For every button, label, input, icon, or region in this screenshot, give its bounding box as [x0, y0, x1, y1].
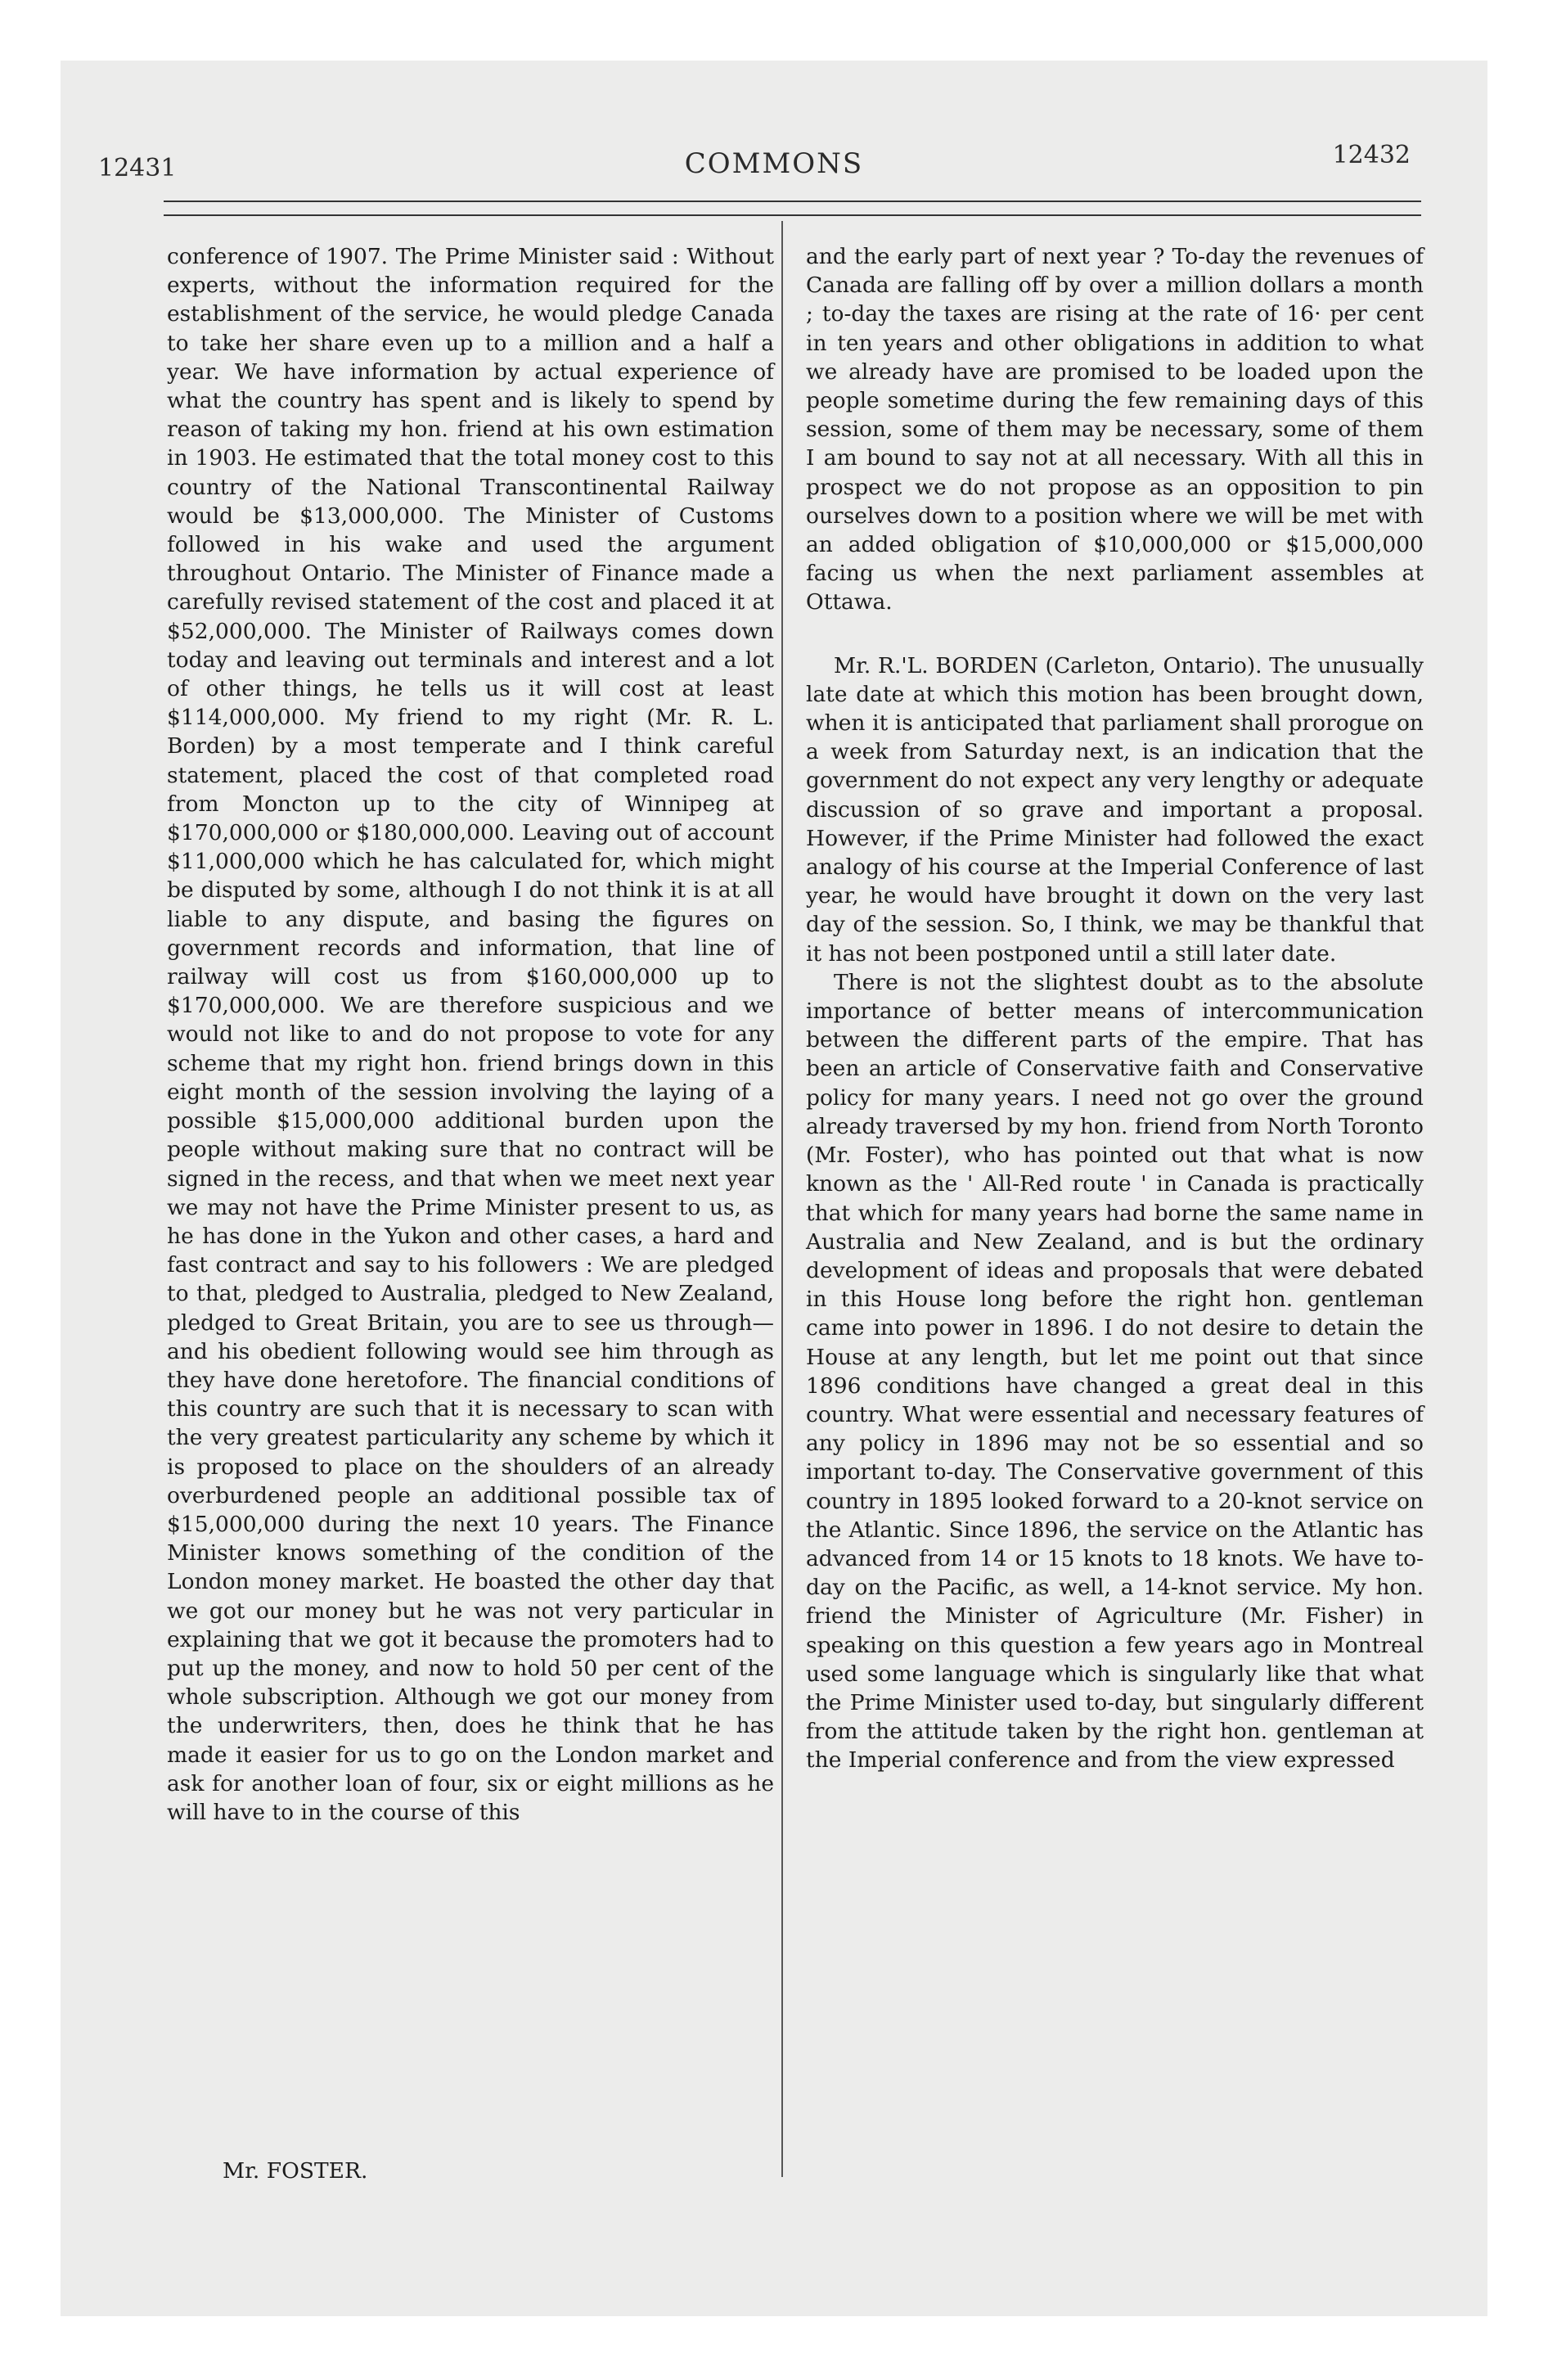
header-rule-top: [164, 201, 1421, 202]
page-title: COMMONS: [684, 147, 864, 180]
page-number-left: 12431: [98, 154, 177, 183]
page-number-right: 12432: [1332, 141, 1411, 169]
right-paragraph-1: and the early part of next year ? To-day the revenues of Canada are falling off by over a million dollars a month ; to-day the taxes are rising at the rate of 16· per cent in ten years and other obligations in addition to what we already have are promised to be loaded upon the people sometime during the few remaining days of this session, some of them may be necessary, some of them I am bound to say not at all necessary. With all this in prospect we do not propose as an opposition to pin ourselves down to a position where we will be met with an added obligation of $10,000,000 or $15,000,000 facing us when the next parliament assembles at Ottawa.: [806, 244, 1424, 615]
header-rule-bottom: [164, 214, 1421, 216]
right-column: [806, 242, 1424, 1775]
right-paragraph-3: There is not the slightest doubt as to the absolute importance of better means of intercommunication between the different parts of the empire. That has been an article of Conservative faith and Conservative policy for many years. I need not go over the ground already traversed by my hon. friend from North Toronto (Mr. Foster), who has pointed out that what is now known as the ' All-Red route ' in Canada is practically that which for many years had borne the same name in Australia and New Zealand, and is but the ordinary development of ideas and proposals that were debated in this House long before the right hon. gentleman came into power in 1896. I do not desire to detain the House at any length, but let me point out that since 1896 conditions have changed a great deal in this country. What were essential and necessary features of any policy in 1896 may not be so essential and so important to-day. The Conservative government of this country in 1895 looked forward to a 20-knot service on the Atlantic. Since 1896, the service on the Atlantic has advanced from 14 or 15 knots to 18 knots. We have to-day on the Pacific, as well, a 14-knot service. My hon. friend the Minister of Agriculture (Mr. Fisher) in speaking on this question a few years ago in Montreal used some language which is singularly like that what the Prime Minister used to-day, but singularly different from the attitude taken by the right hon. gentleman at the Imperial conference and from the view expressed: [806, 969, 1424, 1774]
column-divider: [781, 221, 783, 2177]
left-column: [167, 242, 774, 1827]
running-footer-name: Mr. FOSTER.: [223, 2158, 368, 2184]
right-paragraph-2: Mr. R.'L. BORDEN (Carleton, Ontario). The unusually late date at which this motion has been brought down, when it is anticipated that parliament shall prorogue on a week from Saturday next, is an indication that the government do not expect any very lengthy or adequate discussion of so grave and important a proposal. However, if the Prime Minister had followed the exact analogy of his course at the Imperial Conference of last year, he would have brought it down on the very last day of the session. So, I think, we may be thankful that it has not been postponed until a still later date.: [806, 652, 1424, 967]
left-paragraph-1: conference of 1907. The Prime Minister said : Without experts, without the information required for the establishment of the service, he would pledge Canada to take her share even up to a million and a half a year. We have information by actual experience of what the country has spent and is likely to spend by reason of taking my hon. friend at his own estimation in 1903. He estimated that the total money cost to this country of the National Transcontinental Railway would be $13,000,000. The Minister of Customs followed in his wake and used the argument throughout Ontario. The Minister of Finance made a carefully revised statement of the cost and placed it at $52,000,000. The Minister of Railways comes down today and leaving out terminals and interest and a lot of other things, he tells us it will cost at least $114,000,000. My friend to my right (Mr. R. L. Borden) by a most temperate and I think careful statement, placed the cost of that completed road from Moncton up to the city of Winnipeg at $170,000,000 or $180,000,000. Leaving out of account $11,000,000 which he has calculated for, which might be disputed by some, although I do not think it is at all liable to any dispute, and basing the figures on government records and information, that line of railway will cost us from $160,000,000 up to $170,000,000. We are therefore suspicious and we would not like to and do not propose to vote for any scheme that my right hon. friend brings down in this eight month of the session involving the laying of a possible $15,000,000 additional burden upon the people without making sure that no contract will be signed in the recess, and that when we meet next year we may not have the Prime Minister present to us, as he has done in the Yukon and other cases, a hard and fast contract and say to his followers : We are pledged to that, pledged to Australia, pledged to New Zealand, pledged to Great Britain, you are to see us through—and his obedient following would see him through as they have done heretofore. The financial conditions of this country are such that it is necessary to scan with the very greatest particularity any scheme by which it is proposed to place on the shoulders of an already overburdened people an additional possible tax of $15,000,000 during the next 10 years. The Finance Minister knows something of the condition of the London money market. He boasted the other day that we got our money but he was not very particular in explaining that we got it because the promoters had to put up the money, and now to hold 50 per cent of the whole subscription. Although we got our money from the underwriters, then, does he think that he has made it easier for us to go on the London market and ask for another loan of four, six or eight millions as he will have to in the course of this: [167, 244, 774, 1825]
